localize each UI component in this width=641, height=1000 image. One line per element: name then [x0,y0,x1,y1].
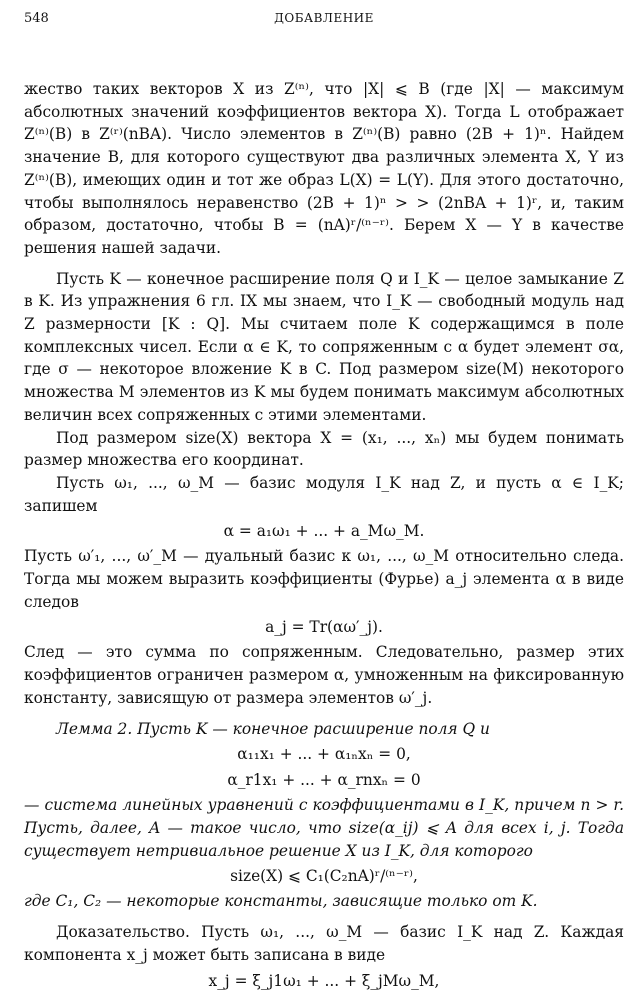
lemma-2-system: — система линейных уравнений с коэффициентами в I_K, причем n > r. Пусть, далее, A — такое число, что size(α_ij) ⩽ A для всех i, j. Тогда существует нетривиальное решение X из I_K, для которого [24,796,624,860]
page-body [24,78,624,993]
paragraph-vector-size: Под размером size(X) вектора X = (x₁, ..., xₙ) мы будем понимать размер множества его координат. [24,428,624,470]
formula-component-expansion: x_j = ξ_j1ω₁ + ... + ξ_jMω_M, [208,971,440,990]
page-header [24,8,624,30]
running-title: ДОБАВЛЕНИЕ [274,11,374,25]
lemma-2-statement: Лемма 2. Пусть K — конечное расширение поля Q и [56,719,490,738]
formula-equation-1: α₁₁x₁ + ... + α₁ₙxₙ = 0, [237,745,411,764]
formula-trace-coefficient: a_j = Tr(αω′_j). [265,618,383,637]
paragraph-trace-sum: След — это сумма по сопряженным. Следовательно, размер этих коэффициентов ограничен размером α, умноженным на фиксированную константу, зависящую от размера элементов ω′_j. [24,643,624,707]
proof-start: Доказательство. Пусть ω₁, ..., ω_M — базис I_K над Z. Каждая компонента x_j может быть записана в виде [24,923,624,964]
lemma-2-constants: где C₁, C₂ — некоторые константы, зависящие только от K. [24,892,538,911]
formula-size-bound: size(X) ⩽ C₁(C₂nA)ʳ/⁽ⁿ⁻ʳ⁾, [230,867,418,886]
formula-equation-r: α_r1x₁ + ... + α_rnxₙ = 0 [227,771,421,790]
paragraph-dual-basis: Пусть ω′₁, ..., ω′_M — дуальный базис к ω₁, ..., ω_M относительно следа. Тогда мы можем выразить коэффициенты (Фурье) a_j элемента α в виде следов [24,547,624,611]
page-number: 548 [24,11,49,26]
paragraph-continuation: жество таких векторов X из Z⁽ⁿ⁾, что |X| ⩽ B (где |X| — максимум абсолютных значений коэффициентов вектора X). Тогда L отображает Z⁽ⁿ⁾(B) в Z⁽ʳ⁾(nBA). Число элементов в Z⁽ⁿ⁾(B) равно (2B + 1)ⁿ. Найдем значение B, для которого существуют два различных элемента X, Y из Z⁽ⁿ⁾(B), имеющих один и тот же образ L(X) = L(Y). Для этого достаточно, чтобы выполнялось неравенство (2B + 1)ⁿ > > (2nBA + 1)ʳ, и, таким образом, достаточно, чтобы B = (nA)ʳ/⁽ⁿ⁻ʳ⁾. Берем X — Y в качестве решения нашей задачи. [24,80,624,257]
formula-alpha-expansion: α = a₁ω₁ + ... + a_Mω_M. [223,522,425,541]
paragraph-basis: Пусть ω₁, ..., ω_M — базис модуля I_K над Z, и пусть α ∈ I_K; запишем [24,473,624,515]
page [24,8,624,995]
paragraph-integral-closure: Пусть K — конечное расширение поля Q и I_K — целое замыкание Z в K. Из упражнения 6 гл. IX мы знаем, что I_K — свободный модуль над Z размерности [K : Q]. Мы считаем поле K содержащимся в поле комплексных чисел. Если α ∈ K, то сопряженным с α будет элемент σα, где σ — некоторое вложение K в C. Под размером size(M) некоторого множества M элементов из K мы будем понимать максимум абсолютных величин всех сопряженных с этими элементами. [24,269,624,424]
